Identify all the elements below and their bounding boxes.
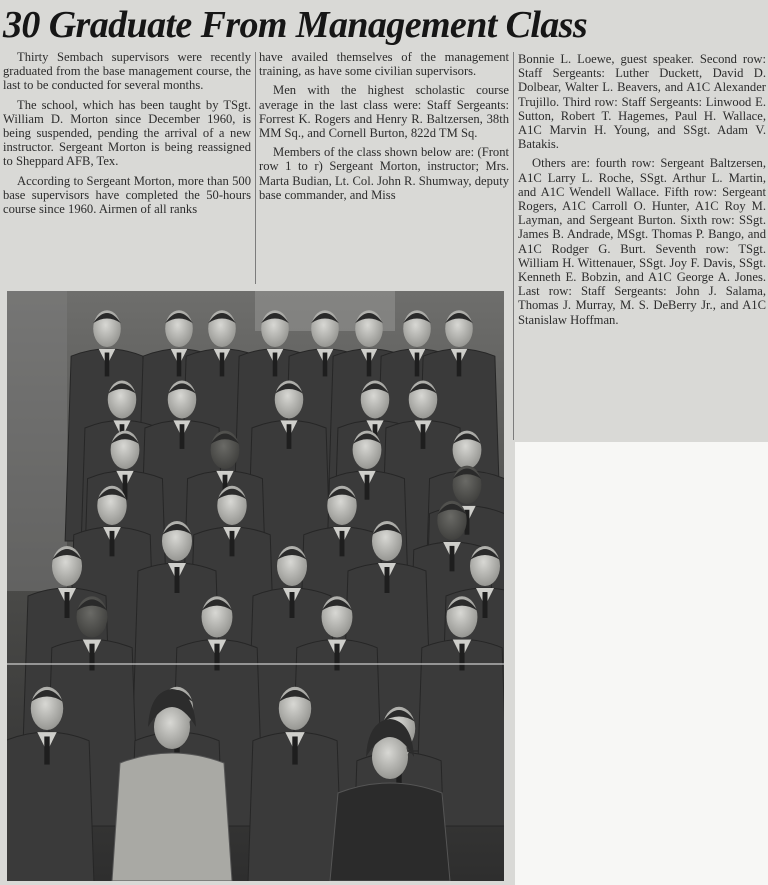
group-photo-image bbox=[7, 291, 504, 881]
paragraph: The school, which has been taught by TSgt. William D. Morton since December 1960, is being suspended, pending the arrival of a new instructor. Sergeant Morton is being reassigned to Sheppard AFB, Tex. bbox=[3, 97, 251, 169]
paragraph: Bonnie L. Loewe, guest speaker. Second row: Staff Sergeants: Luther Duckett, David D. Dolbear, Walter L. Beavers, and A1C Alexander Trujillo. Third row: Staff Sergeants: Linwood E. Sutton, Robert T. Hagemes, Paul H. Wallace, A1C Marvin H. Young, and SSgt. Adam V. Batakis. bbox=[518, 52, 766, 152]
headline: 30 Graduate From Management Class bbox=[3, 4, 588, 46]
article-column-3 bbox=[518, 52, 766, 332]
column-divider bbox=[255, 52, 256, 284]
paragraph: According to Sergeant Morton, more than 500 base supervisors have completed the 50-hours course since 1960. Airmen of all ranks bbox=[3, 173, 251, 217]
scan-background bbox=[515, 442, 768, 885]
paragraph: have availed themselves of the management training, as have some civilian supervisors. bbox=[259, 50, 509, 79]
article-column-1 bbox=[3, 50, 251, 221]
column-divider bbox=[513, 52, 514, 440]
paragraph: Others are: fourth row: Sergeant Baltzersen, A1C Larry L. Roche, SSgt. Arthur L. Martin, and A1C Wendell Wallace. Fifth row: Sergeant Rogers, A1C Carroll O. Hunter, A1C Roy M. Layman, and Sergeant Burton. Sixth row: SSgt. James B. Andrade, MSgt. Thomas P. Bango, and A1C Rodger G. Burt. Seventh row: TSgt. William H. Wittenauer, SSgt. Joy F. Davis, SSgt. Kenneth E. Bobzin, and A1C George A. Jones. Last row: Staff Sergeants: John J. Salama, Thomas J. Murray, M. S. DeBerry Jr., and A1C Stanislaw Hoffman. bbox=[518, 156, 766, 327]
paragraph: Thirty Sembach supervisors were recently graduated from the base management course, the last to be conducted for several months. bbox=[3, 50, 251, 93]
paragraph: Men with the highest scholastic course average in the last class were: Staff Sergeants: Forrest K. Rogers and Henry R. Baltzersen, 38th MM Sq., and Cornell Burton, 822d TM Sq. bbox=[259, 83, 509, 141]
article-column-2 bbox=[259, 50, 509, 207]
class-group-photo bbox=[7, 291, 504, 881]
paragraph: Members of the class shown below are: (Front row 1 to r) Sergeant Morton, instructor; Mrs. Marta Budian, Lt. Col. John R. Shumway, deputy base commander, and Miss bbox=[259, 145, 509, 202]
